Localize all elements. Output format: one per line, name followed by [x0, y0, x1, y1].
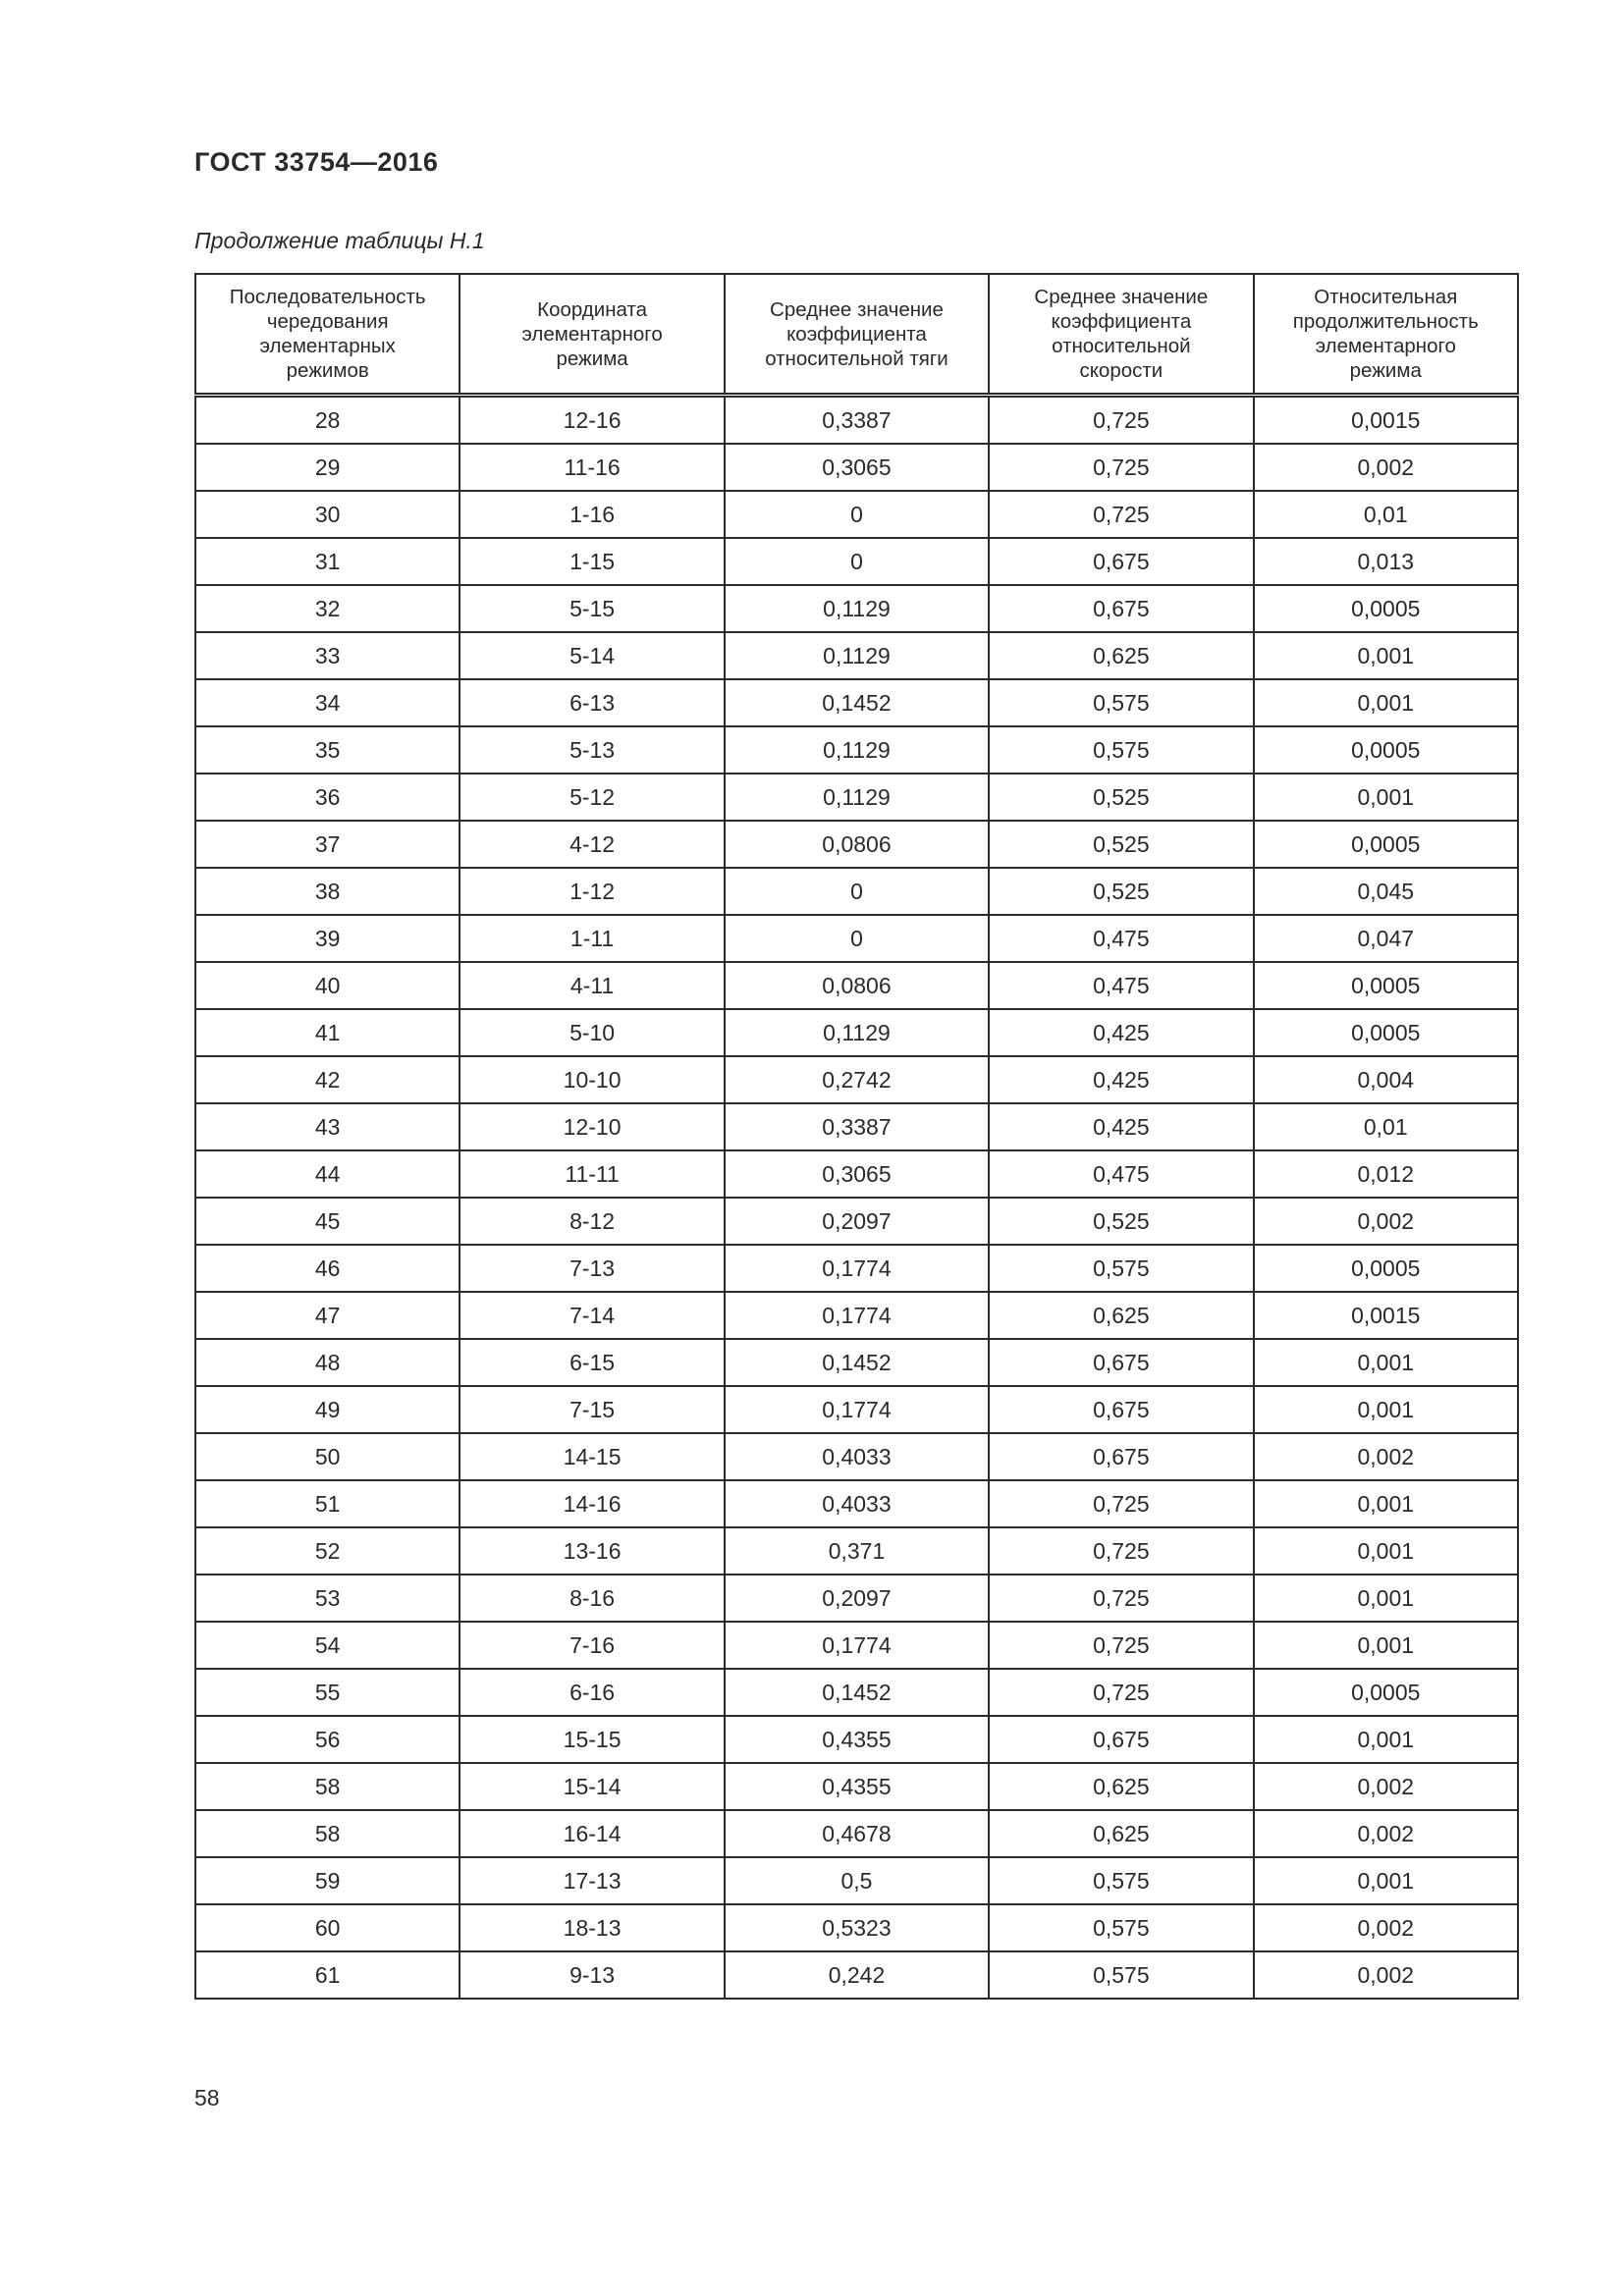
coordinate-cell: 13-16	[460, 1527, 724, 1575]
thrust-cell: 0,4033	[725, 1480, 989, 1527]
thrust-cell: 0	[725, 491, 989, 538]
speed-cell: 0,625	[989, 1810, 1253, 1857]
sequence-cell: 28	[195, 396, 460, 445]
coordinate-cell: 6-16	[460, 1669, 724, 1716]
table-row	[195, 1386, 1518, 1433]
duration-cell: 0,001	[1254, 774, 1518, 821]
thrust-cell: 0	[725, 868, 989, 915]
duration-cell: 0,001	[1254, 1857, 1518, 1904]
sequence-cell: 49	[195, 1386, 460, 1433]
table-row	[195, 1716, 1518, 1763]
coordinate-cell: 6-13	[460, 679, 724, 726]
thrust-cell: 0,371	[725, 1527, 989, 1575]
sequence-cell: 51	[195, 1480, 460, 1527]
coordinate-cell: 5-10	[460, 1009, 724, 1056]
table-row	[195, 679, 1518, 726]
table-header	[195, 274, 1518, 396]
table-row	[195, 821, 1518, 868]
duration-cell: 0,002	[1254, 1810, 1518, 1857]
thrust-cell: 0,1452	[725, 1669, 989, 1716]
duration-cell: 0,002	[1254, 1433, 1518, 1480]
table-row	[195, 726, 1518, 774]
duration-cell: 0,0005	[1254, 726, 1518, 774]
coordinate-cell: 12-10	[460, 1103, 724, 1150]
thrust-cell: 0,1452	[725, 679, 989, 726]
thrust-cell: 0,1774	[725, 1386, 989, 1433]
table-header-row	[195, 274, 1518, 396]
table-row	[195, 1480, 1518, 1527]
table-row	[195, 1527, 1518, 1575]
table-row	[195, 1433, 1518, 1480]
speed-cell: 0,725	[989, 396, 1253, 445]
sequence-cell: 36	[195, 774, 460, 821]
thrust-cell: 0,1129	[725, 585, 989, 632]
sequence-cell: 47	[195, 1292, 460, 1339]
sequence-cell: 56	[195, 1716, 460, 1763]
coordinate-cell: 1-11	[460, 915, 724, 962]
sequence-cell: 55	[195, 1669, 460, 1716]
speed-cell: 0,575	[989, 1245, 1253, 1292]
duration-cell: 0,047	[1254, 915, 1518, 962]
sequence-cell: 34	[195, 679, 460, 726]
duration-cell: 0,002	[1254, 1904, 1518, 1951]
page-number: 58	[194, 2085, 220, 2110]
thrust-cell: 0,1129	[725, 632, 989, 679]
table-row	[195, 1150, 1518, 1198]
sequence-cell: 37	[195, 821, 460, 868]
speed-cell: 0,575	[989, 1951, 1253, 1999]
thrust-cell: 0,242	[725, 1951, 989, 1999]
speed-cell: 0,625	[989, 1763, 1253, 1810]
duration-cell: 0,002	[1254, 1198, 1518, 1245]
coordinate-cell: 8-12	[460, 1198, 724, 1245]
sequence-cell: 39	[195, 915, 460, 962]
speed-cell: 0,725	[989, 1527, 1253, 1575]
speed-cell: 0,425	[989, 1056, 1253, 1103]
table-row	[195, 1575, 1518, 1622]
table-row	[195, 1339, 1518, 1386]
sequence-cell: 58	[195, 1763, 460, 1810]
speed-cell: 0,525	[989, 1198, 1253, 1245]
thrust-cell: 0	[725, 538, 989, 585]
duration-cell: 0,0005	[1254, 585, 1518, 632]
duration-cell: 0,012	[1254, 1150, 1518, 1198]
sequence-cell: 33	[195, 632, 460, 679]
duration-cell: 0,001	[1254, 1480, 1518, 1527]
duration-cell: 0,045	[1254, 868, 1518, 915]
coordinate-cell: 11-16	[460, 444, 724, 491]
speed-cell: 0,475	[989, 962, 1253, 1009]
coordinate-cell: 1-16	[460, 491, 724, 538]
table-row	[195, 1622, 1518, 1669]
duration-cell: 0,001	[1254, 1575, 1518, 1622]
coordinate-cell: 16-14	[460, 1810, 724, 1857]
sequence-cell: 41	[195, 1009, 460, 1056]
table-row	[195, 915, 1518, 962]
sequence-cell: 54	[195, 1622, 460, 1669]
duration-cell: 0,01	[1254, 1103, 1518, 1150]
document-header: ГОСТ 33754—2016	[194, 147, 439, 177]
table-row	[195, 868, 1518, 915]
coordinate-cell: 7-16	[460, 1622, 724, 1669]
coordinate-cell: 5-13	[460, 726, 724, 774]
table-caption: Продолжение таблицы Н.1	[194, 228, 485, 253]
thrust-cell: 0,3065	[725, 444, 989, 491]
coordinate-cell: 18-13	[460, 1904, 724, 1951]
speed-cell: 0,425	[989, 1103, 1253, 1150]
table-body	[195, 396, 1518, 2000]
duration-cell: 0,0005	[1254, 962, 1518, 1009]
table-row	[195, 1056, 1518, 1103]
speed-cell: 0,725	[989, 491, 1253, 538]
thrust-cell: 0,0806	[725, 821, 989, 868]
thrust-cell: 0,3065	[725, 1150, 989, 1198]
table-row	[195, 538, 1518, 585]
thrust-cell: 0,4678	[725, 1810, 989, 1857]
coordinate-cell: 12-16	[460, 396, 724, 445]
speed-cell: 0,675	[989, 585, 1253, 632]
speed-cell: 0,675	[989, 1433, 1253, 1480]
speed-cell: 0,725	[989, 1669, 1253, 1716]
table-row	[195, 1951, 1518, 1999]
speed-cell: 0,675	[989, 1339, 1253, 1386]
coordinate-cell: 10-10	[460, 1056, 724, 1103]
duration-cell: 0,013	[1254, 538, 1518, 585]
sequence-cell: 58	[195, 1810, 460, 1857]
duration-cell: 0,002	[1254, 1763, 1518, 1810]
coordinate-cell: 17-13	[460, 1857, 724, 1904]
speed-cell: 0,575	[989, 1857, 1253, 1904]
table-row	[195, 1669, 1518, 1716]
table-row	[195, 1763, 1518, 1810]
sequence-cell: 44	[195, 1150, 460, 1198]
table-row	[195, 444, 1518, 491]
column-header-sequence: Последовательность чередования элементарных режимов	[195, 274, 460, 396]
duration-cell: 0,001	[1254, 1527, 1518, 1575]
table-row	[195, 1292, 1518, 1339]
speed-cell: 0,575	[989, 1904, 1253, 1951]
speed-cell: 0,725	[989, 1622, 1253, 1669]
coordinate-cell: 8-16	[460, 1575, 724, 1622]
thrust-cell: 0,1129	[725, 774, 989, 821]
sequence-cell: 30	[195, 491, 460, 538]
coordinate-cell: 1-12	[460, 868, 724, 915]
duration-cell: 0,0015	[1254, 396, 1518, 445]
table-row	[195, 396, 1518, 445]
thrust-cell: 0,2742	[725, 1056, 989, 1103]
speed-cell: 0,725	[989, 1480, 1253, 1527]
thrust-cell: 0,1452	[725, 1339, 989, 1386]
duration-cell: 0,002	[1254, 1951, 1518, 1999]
thrust-cell: 0,1774	[725, 1245, 989, 1292]
sequence-cell: 29	[195, 444, 460, 491]
sequence-cell: 60	[195, 1904, 460, 1951]
thrust-cell: 0,2097	[725, 1198, 989, 1245]
duration-cell: 0,0005	[1254, 821, 1518, 868]
sequence-cell: 40	[195, 962, 460, 1009]
speed-cell: 0,675	[989, 1716, 1253, 1763]
speed-cell: 0,525	[989, 868, 1253, 915]
sequence-cell: 46	[195, 1245, 460, 1292]
coordinate-cell: 1-15	[460, 538, 724, 585]
thrust-cell: 0,1774	[725, 1292, 989, 1339]
coordinate-cell: 4-12	[460, 821, 724, 868]
coordinate-cell: 4-11	[460, 962, 724, 1009]
speed-cell: 0,525	[989, 774, 1253, 821]
speed-cell: 0,575	[989, 726, 1253, 774]
data-table	[194, 273, 1519, 2000]
speed-cell: 0,725	[989, 1575, 1253, 1622]
thrust-cell: 0,1129	[725, 1009, 989, 1056]
column-header-duration: Относительная продолжительность элементарного режима	[1254, 274, 1518, 396]
coordinate-cell: 7-15	[460, 1386, 724, 1433]
duration-cell: 0,001	[1254, 1386, 1518, 1433]
coordinate-cell: 15-15	[460, 1716, 724, 1763]
sequence-cell: 59	[195, 1857, 460, 1904]
thrust-cell: 0,4033	[725, 1433, 989, 1480]
table-row	[195, 1857, 1518, 1904]
speed-cell: 0,625	[989, 1292, 1253, 1339]
sequence-cell: 61	[195, 1951, 460, 1999]
coordinate-cell: 14-15	[460, 1433, 724, 1480]
coordinate-cell: 14-16	[460, 1480, 724, 1527]
thrust-cell: 0,3387	[725, 1103, 989, 1150]
sequence-cell: 53	[195, 1575, 460, 1622]
duration-cell: 0,001	[1254, 1716, 1518, 1763]
table-row	[195, 1810, 1518, 1857]
thrust-cell: 0,1129	[725, 726, 989, 774]
sequence-cell: 45	[195, 1198, 460, 1245]
duration-cell: 0,001	[1254, 679, 1518, 726]
sequence-cell: 35	[195, 726, 460, 774]
sequence-cell: 52	[195, 1527, 460, 1575]
sequence-cell: 48	[195, 1339, 460, 1386]
coordinate-cell: 7-14	[460, 1292, 724, 1339]
column-header-thrust: Среднее значение коэффициента относительной тяги	[725, 274, 989, 396]
table-row	[195, 491, 1518, 538]
coordinate-cell: 5-12	[460, 774, 724, 821]
table-row	[195, 1245, 1518, 1292]
speed-cell: 0,725	[989, 444, 1253, 491]
thrust-cell: 0,3387	[725, 396, 989, 445]
speed-cell: 0,425	[989, 1009, 1253, 1056]
speed-cell: 0,675	[989, 538, 1253, 585]
coordinate-cell: 7-13	[460, 1245, 724, 1292]
duration-cell: 0,001	[1254, 1622, 1518, 1669]
duration-cell: 0,01	[1254, 491, 1518, 538]
coordinate-cell: 5-15	[460, 585, 724, 632]
coordinate-cell: 5-14	[460, 632, 724, 679]
coordinate-cell: 15-14	[460, 1763, 724, 1810]
duration-cell: 0,004	[1254, 1056, 1518, 1103]
coordinate-cell: 11-11	[460, 1150, 724, 1198]
speed-cell: 0,475	[989, 1150, 1253, 1198]
sequence-cell: 32	[195, 585, 460, 632]
duration-cell: 0,0005	[1254, 1669, 1518, 1716]
duration-cell: 0,0005	[1254, 1009, 1518, 1056]
speed-cell: 0,575	[989, 679, 1253, 726]
sequence-cell: 50	[195, 1433, 460, 1480]
thrust-cell: 0,4355	[725, 1763, 989, 1810]
speed-cell: 0,475	[989, 915, 1253, 962]
thrust-cell: 0,1774	[725, 1622, 989, 1669]
thrust-cell: 0,0806	[725, 962, 989, 1009]
thrust-cell: 0	[725, 915, 989, 962]
sequence-cell: 43	[195, 1103, 460, 1150]
thrust-cell: 0,4355	[725, 1716, 989, 1763]
speed-cell: 0,625	[989, 632, 1253, 679]
table-row	[195, 1103, 1518, 1150]
table-row	[195, 1198, 1518, 1245]
table-row	[195, 962, 1518, 1009]
table-row	[195, 585, 1518, 632]
sequence-cell: 38	[195, 868, 460, 915]
thrust-cell: 0,5	[725, 1857, 989, 1904]
table-row	[195, 1904, 1518, 1951]
coordinate-cell: 9-13	[460, 1951, 724, 1999]
table-row	[195, 632, 1518, 679]
duration-cell: 0,002	[1254, 444, 1518, 491]
column-header-speed: Среднее значение коэффициента относительной скорости	[989, 274, 1253, 396]
sequence-cell: 42	[195, 1056, 460, 1103]
speed-cell: 0,675	[989, 1386, 1253, 1433]
duration-cell: 0,0005	[1254, 1245, 1518, 1292]
sequence-cell: 31	[195, 538, 460, 585]
duration-cell: 0,001	[1254, 1339, 1518, 1386]
coordinate-cell: 6-15	[460, 1339, 724, 1386]
column-header-coordinate: Координата элементарного режима	[460, 274, 724, 396]
thrust-cell: 0,5323	[725, 1904, 989, 1951]
table-row	[195, 774, 1518, 821]
speed-cell: 0,525	[989, 821, 1253, 868]
thrust-cell: 0,2097	[725, 1575, 989, 1622]
duration-cell: 0,001	[1254, 632, 1518, 679]
table-row	[195, 1009, 1518, 1056]
duration-cell: 0,0015	[1254, 1292, 1518, 1339]
